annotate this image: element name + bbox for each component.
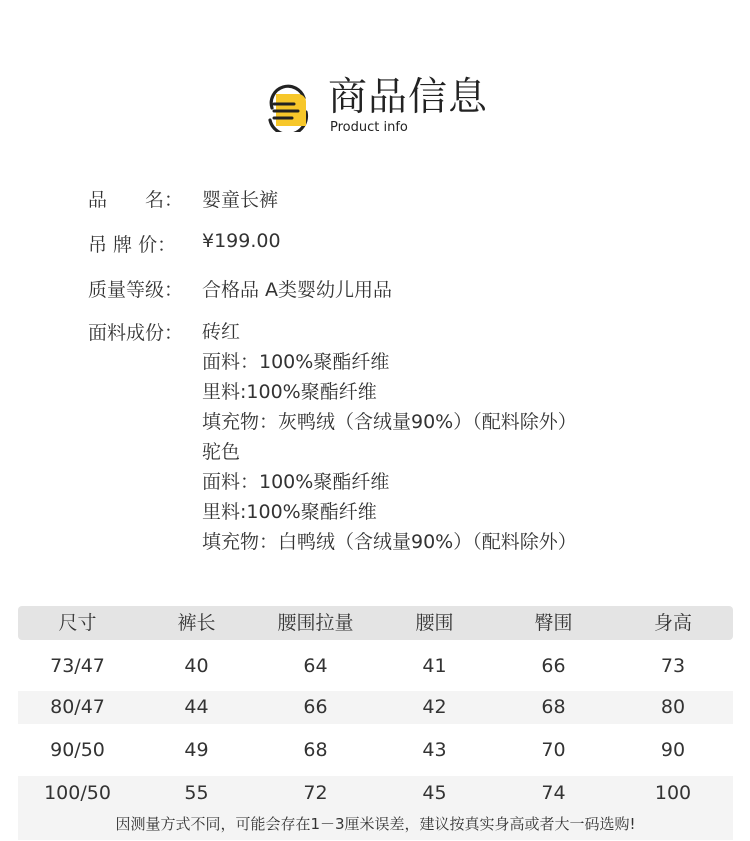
- header-length: 裤长: [177, 612, 216, 634]
- table-cell: 90/50: [50, 739, 105, 761]
- material-line: 里料:100%聚酯纤维: [202, 381, 377, 403]
- material-line: 驼色: [202, 441, 241, 463]
- table-cell: 42: [422, 696, 447, 718]
- table-row: [18, 724, 733, 776]
- table-cell: 72: [303, 782, 328, 804]
- material-line: 填充物：白鸭绒（含绒量90%）（配料除外）: [202, 531, 577, 553]
- material-line: 填充物：灰鸭绒（含绒量90%）（配料除外）: [202, 411, 577, 433]
- table-cell: 41: [422, 655, 447, 677]
- price-value: ¥199.00: [202, 230, 281, 252]
- material-line: 里料:100%聚酯纤维: [202, 501, 377, 523]
- table-cell: 100/50: [44, 782, 111, 804]
- table-cell: 43: [422, 739, 447, 761]
- grade-value: 合格品 A类婴幼儿用品: [202, 279, 393, 301]
- material-label: 面料成份：: [88, 322, 184, 344]
- table-row: [18, 776, 733, 810]
- page-subtitle: Product info: [330, 120, 408, 135]
- name-label: 品 名：: [88, 189, 184, 211]
- table-cell: 45: [422, 782, 447, 804]
- size-note: 因测量方式不同，可能会存在1－3厘米误差，建议按真实身高或者大一码选购!: [18, 808, 733, 840]
- info-row-material: [88, 318, 708, 558]
- table-header-row: [18, 606, 733, 640]
- document-lines-icon: [262, 84, 312, 132]
- material-line: 砖红: [202, 321, 241, 343]
- page-title: 商品信息: [328, 75, 489, 120]
- table-cell: 74: [541, 782, 566, 804]
- table-cell: 73/47: [50, 655, 105, 677]
- table-cell: 68: [303, 739, 328, 761]
- info-row-name: [88, 185, 708, 215]
- table-row: [18, 691, 733, 724]
- grade-label: 质量等级：: [88, 279, 184, 301]
- product-info: [88, 185, 708, 553]
- size-table: [18, 606, 733, 810]
- table-cell: 64: [303, 655, 328, 677]
- table-cell: 40: [184, 655, 209, 677]
- info-row-grade: [88, 275, 708, 305]
- table-cell: 66: [541, 655, 566, 677]
- material-line: 面料：100%聚酯纤维: [202, 471, 390, 493]
- table-cell: 70: [541, 739, 566, 761]
- header-height: 身高: [653, 612, 692, 634]
- header-waist: 腰围: [415, 612, 454, 634]
- material-line: 面料：100%聚酯纤维: [202, 351, 390, 373]
- table-cell: 68: [541, 696, 566, 718]
- table-cell: 49: [184, 739, 209, 761]
- material-list: [202, 317, 577, 557]
- table-cell: 44: [184, 696, 209, 718]
- header-size: 尺寸: [58, 612, 97, 634]
- table-cell: 80: [660, 696, 686, 718]
- price-label: 吊 牌 价：: [88, 234, 177, 256]
- name-value: 婴童长裤: [202, 189, 279, 211]
- header-waist-stretch: 腰围拉量: [277, 612, 354, 634]
- table-cell: 80/47: [50, 696, 105, 718]
- table-cell: 90: [660, 739, 686, 761]
- table-cell: 100: [654, 782, 692, 804]
- table-cell: 55: [184, 782, 209, 804]
- table-cell: 73: [660, 655, 686, 677]
- section-header: [262, 74, 522, 138]
- table-row: [18, 646, 733, 691]
- table-cell: 66: [303, 696, 328, 718]
- header-hip: 臀围: [534, 612, 573, 634]
- info-row-price: [88, 230, 708, 260]
